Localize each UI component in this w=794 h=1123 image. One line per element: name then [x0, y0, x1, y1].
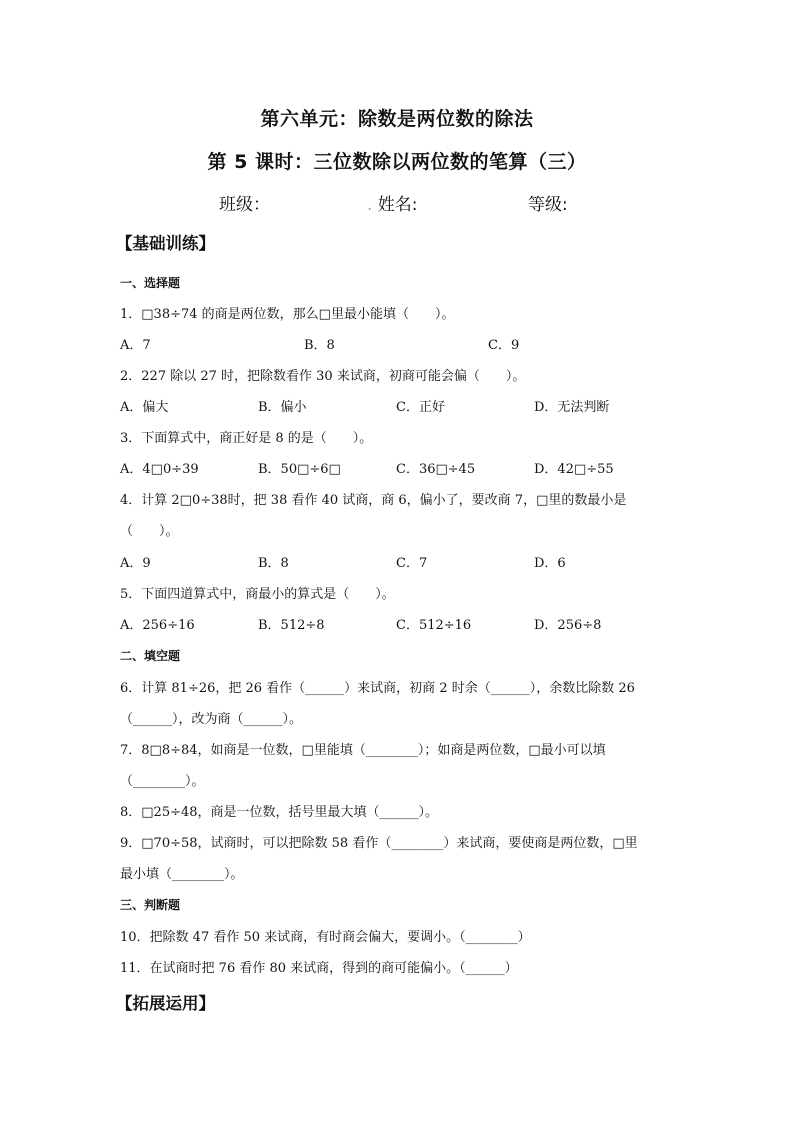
part-fill: 二、填空题 [120, 649, 181, 663]
name-label: 姓名: [377, 195, 418, 215]
q3-option-b: B．50□÷6□ [258, 462, 341, 477]
section-extend: 【拓展运用】 [116, 994, 215, 1013]
name-field [367, 190, 418, 215]
q1-option-a: A．7 [120, 338, 151, 353]
q2-option-b: B．偏小 [258, 400, 307, 415]
q4-option-a: A．9 [120, 556, 151, 571]
q5-option-c: C．512÷16 [396, 618, 472, 633]
q2-option-a: A．偏大 [120, 400, 169, 415]
q3-option-d: D．42□÷55 [534, 462, 614, 477]
grade-label: 等级: [528, 195, 568, 215]
question-9: 9．□70÷58，试商时，可以把除数 58 看作（________）来试商，要使商是两位数，□里 [120, 836, 638, 851]
page-title: 第六单元：除数是两位数的除法 [260, 108, 534, 130]
part-choice: 一、选择题 [120, 276, 181, 290]
page-subtitle: 第 5 课时：三位数除以两位数的笔算（三） [207, 151, 587, 173]
question-8: 8．□25÷48，商是一位数，括号里最大填（______）。 [120, 805, 439, 820]
q4-option-c: C．7 [396, 556, 428, 571]
section-basic: 【基础训练】 [116, 234, 215, 253]
question-5: 5．下面四道算式中，商最小的算式是（ ）。 [120, 587, 395, 602]
question-2: 2．227 除以 27 时，把除数看作 30 来试商，初商可能会偏（ ）。 [120, 369, 526, 384]
question-6: 6．计算 81÷26，把 26 看作（______）来试商，初商 2 时余（______），余数比除数 26 [120, 681, 635, 696]
question-9-cont: 最小填（________）。 [120, 867, 244, 882]
question-10: 10．把除数 47 看作 50 来试商，有时商会偏大，要调小。（________） [120, 930, 531, 945]
q2-option-c: C．正好 [396, 400, 445, 415]
question-3: 3．下面算式中，商正好是 8 的是（ ）。 [120, 431, 373, 446]
q1-option-c: C．9 [488, 338, 520, 353]
question-6-cont: （______），改为商（______）。 [120, 712, 303, 727]
q5-option-b: B．512÷8 [258, 618, 325, 633]
q5-option-a: A．256÷16 [120, 618, 195, 633]
q2-option-d: D．无法判断 [534, 400, 610, 415]
question-1: 1．□38÷74 的商是两位数，那么□里最小能填（ ）。 [120, 307, 455, 322]
part-judge: 三、判断题 [120, 898, 181, 912]
name-dot: . [367, 195, 373, 215]
q3-option-c: C．36□÷45 [396, 462, 476, 477]
q3-option-a: A．4□0÷39 [120, 462, 199, 477]
question-4-cont: （ ）。 [120, 524, 179, 539]
class-label: 班级： [219, 195, 270, 215]
q4-option-d: D．6 [534, 556, 566, 571]
question-7: 7．8□8÷84，如商是一位数，□里能填（________）；如商是两位数，□最小可以填 [120, 743, 606, 758]
q5-option-d: D．256÷8 [534, 618, 602, 633]
question-4: 4．计算 2□0÷38时，把 38 看作 40 试商，商 6，偏小了，要改商 7，□里的数最小是 [120, 493, 627, 508]
q4-option-b: B．8 [258, 556, 289, 571]
question-7-cont: （________）。 [120, 774, 205, 789]
question-11: 11．在试商时把 76 看作 80 来试商，得到的商可能偏小。（______） [120, 961, 518, 976]
q1-option-b: B．8 [304, 338, 335, 353]
